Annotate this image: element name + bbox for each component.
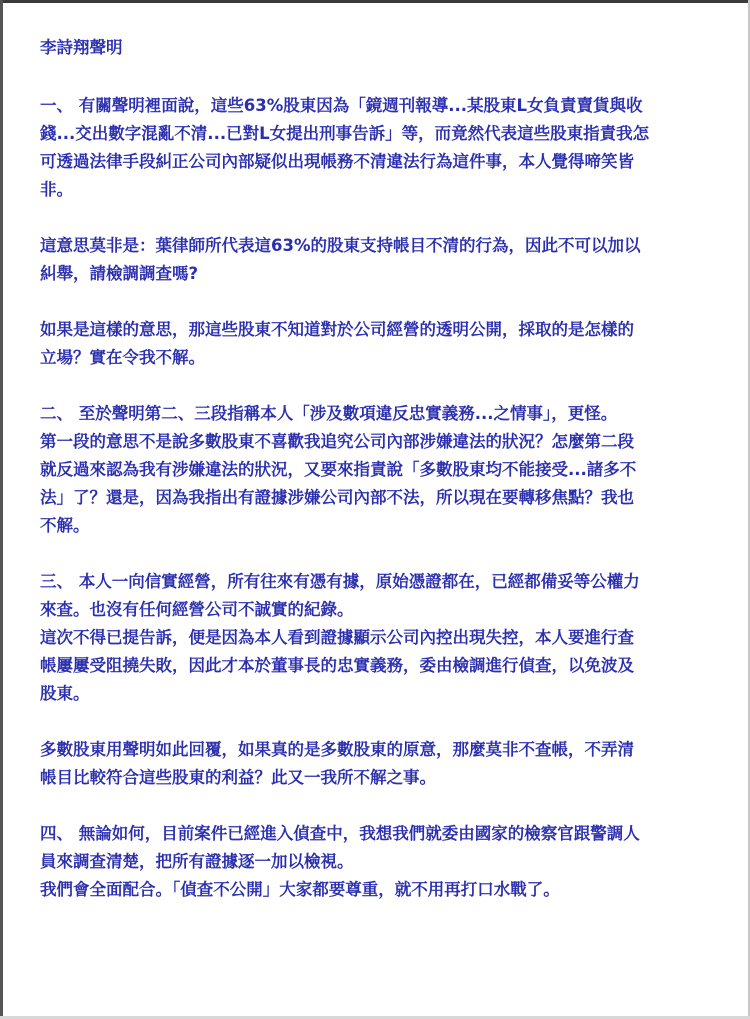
frame-top-border <box>0 0 750 3</box>
paragraph-2 <box>40 232 730 288</box>
statement-content <box>40 34 730 932</box>
text-line: 一、 有關聲明裡面說，這些63%股東因為「鏡週刊報導...某股東L女負責賣貨與收 <box>40 96 643 115</box>
paragraph-3 <box>40 316 730 372</box>
text-line: 帳屢屢受阻撓失敗，因此才本於董事長的忠實義務，委由檢調進行偵查，以免波及 <box>40 656 634 675</box>
text-line: 非。 <box>40 180 73 199</box>
text-line: 糾舉，請檢調調查嗎? <box>40 264 199 283</box>
statement-title: 李詩翔聲明 <box>40 38 123 57</box>
text-line: 這次不得已提告訴，便是因為本人看到證據顯示公司內控出現失控，本人要進行查 <box>40 628 634 647</box>
text-line: 員來調查清楚，把所有證據逐一加以檢視。 <box>40 852 354 871</box>
text-line: 多數股東用聲明如此回覆，如果真的是多數股東的原意，那麼莫非不查帳，不弄清 <box>40 740 634 759</box>
text-line: 如果是這樣的意思，那這些股東不知道對於公司經營的透明公開，採取的是怎樣的 <box>40 320 634 339</box>
text-line: 帳目比較符合這些股東的利益？此又一我所不解之事。 <box>40 768 436 787</box>
text-line: 法」了？還是，因為我指出有證據涉嫌公司內部不法，所以現在要轉移焦點？我也 <box>40 488 634 507</box>
paragraph-6 <box>40 736 730 792</box>
text-line: 就反過來認為我有涉嫌違法的狀況，又要來指責說「多數股東均不能接受...諸多不 <box>40 460 637 479</box>
text-line: 錢...交出數字混亂不清...已對L女提出刑事告訴」等，而竟然代表這些股東指責我怎 <box>40 124 650 143</box>
frame-left-border <box>0 0 3 1019</box>
paragraph-7 <box>40 820 730 904</box>
text-line: 股東。 <box>40 684 90 703</box>
paragraph-5 <box>40 568 730 708</box>
text-line: 來查。也沒有任何經營公司不誠實的紀錄。 <box>40 600 354 619</box>
text-line: 這意思莫非是：葉律師所代表這63%的股東支持帳目不清的行為，因此不可以加以 <box>40 236 641 255</box>
paragraph-1 <box>40 92 730 204</box>
text-line: 立場？實在令我不解。 <box>40 348 205 367</box>
text-line: 三、 本人一向信實經營，所有往來有憑有據，原始憑證都在，已經都備妥等公權力 <box>40 572 640 591</box>
text-line: 二、 至於聲明第二、三段指稱本人「涉及數項違反忠實義務...之情事」，更怪。 <box>40 404 618 423</box>
text-line: 不解。 <box>40 516 90 535</box>
paragraph-4 <box>40 400 730 540</box>
text-line: 可透過法律手段糾正公司內部疑似出現帳務不清違法行為這件事，本人覺得啼笑皆 <box>40 152 634 171</box>
text-line: 我們會全面配合。「偵查不公開」大家都要尊重，就不用再打口水戰了。 <box>40 880 560 899</box>
text-line: 四、 無論如何，目前案件已經進入偵查中，我想我們就委由國家的檢察官跟警調人 <box>40 824 640 843</box>
text-line: 第一段的意思不是說多數股東不喜歡我追究公司內部涉嫌違法的狀況？怎麼第二段 <box>40 432 634 451</box>
